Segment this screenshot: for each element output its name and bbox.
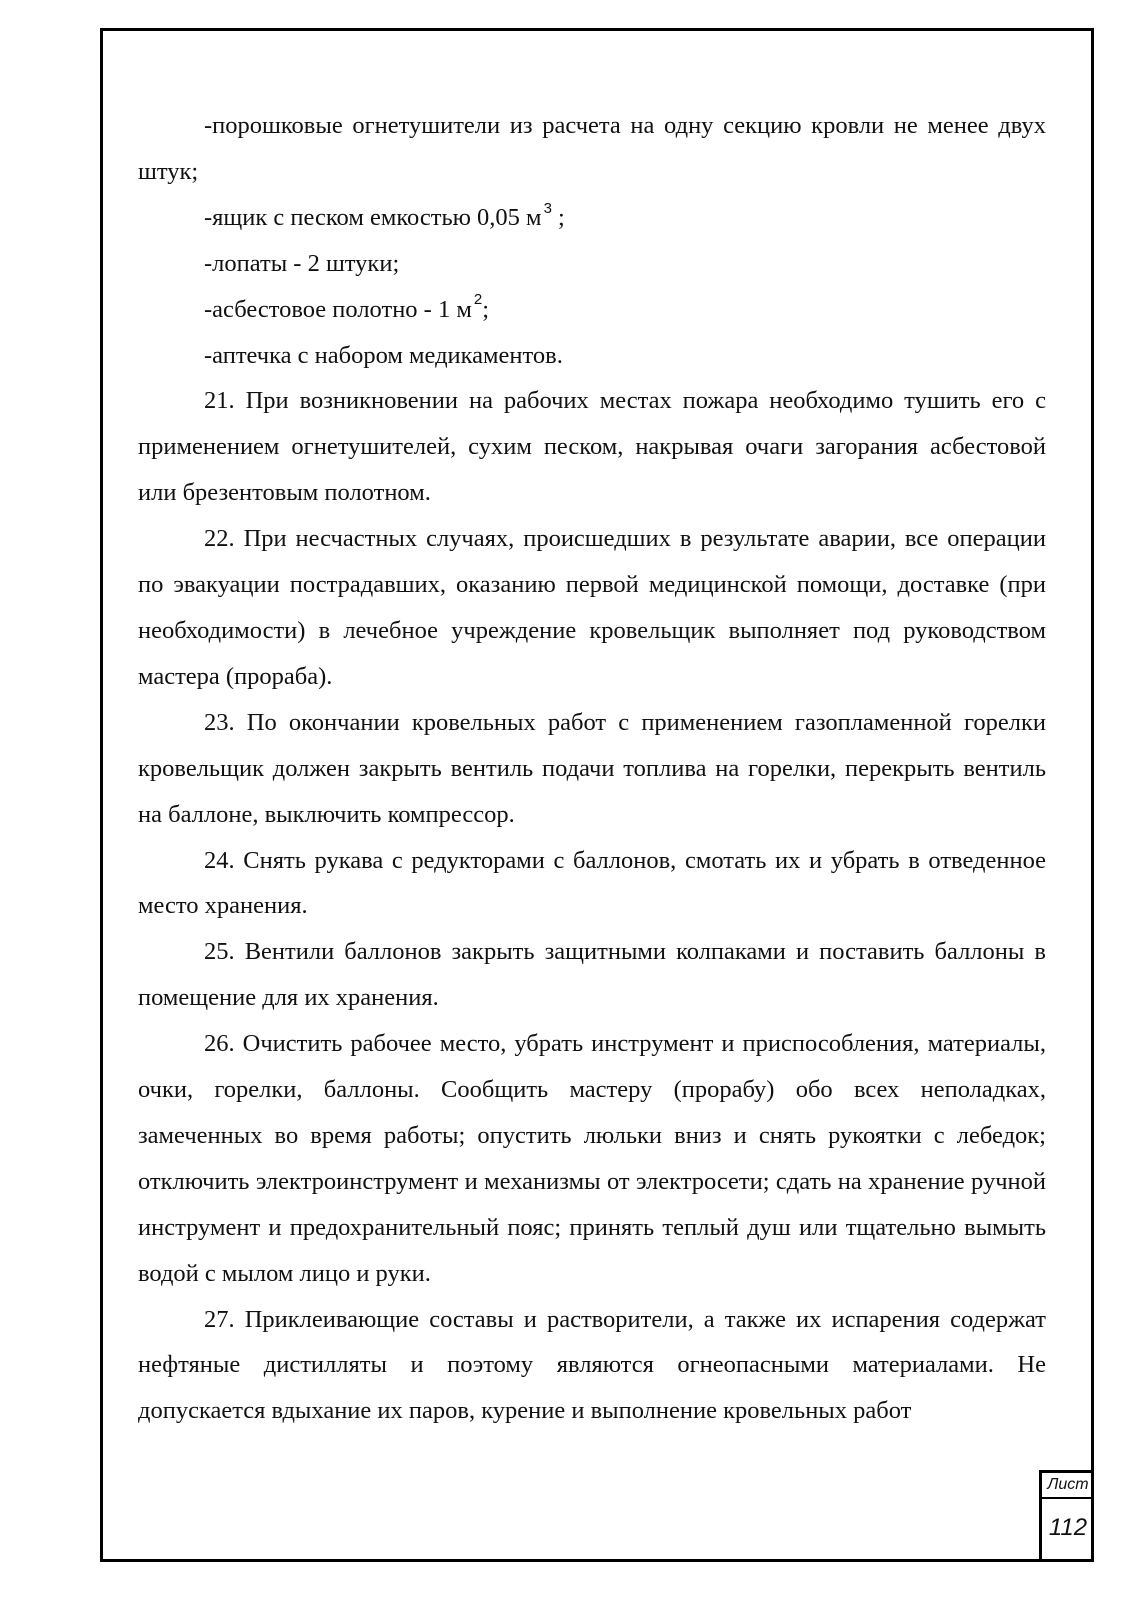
sheet-label: Лист [1042, 1473, 1094, 1499]
paragraph: 22. При несчастных случаях, происшедших в результате аварии, все операции по эвакуации пострадавших, оказанию первой медицинской помощи, доставке (при необходимости) в лечебное учреждение кровельщик выполняет под руководством мастера (прораба). [138, 525, 1046, 690]
paragraph: -лопаты - 2 штуки; [204, 249, 400, 277]
superscript: 2 [473, 291, 483, 309]
paragraph: -асбестовое полотно - 1 м $^2$; [204, 291, 489, 323]
superscript: 3 [543, 199, 552, 217]
paragraph: 21. При возникновении на рабочих местах пожара необходимо тушить его с применением огнетушителей, сухим песком, накрывая очаги загорания асбестовой или брезентовым полотном. [138, 387, 1046, 507]
document-body [138, 103, 1046, 1434]
paragraph: 25. Вентили баллонов закрыть защитными колпаками и поставить баллоны в помещение для их хранения. [138, 938, 1046, 1012]
sheet-number: 112 [1048, 1514, 1088, 1541]
paragraph: -аптечка с набором медикаментов. [204, 341, 563, 369]
sheet-stamp [1039, 1470, 1094, 1562]
paragraph: 27. Приклеивающие составы и растворители, а также их испарения содержат нефтяные дистилляты и поэтому являются огнеопасными материалами. Не допускается вдыхание их паров, курение и выполнение кровельных работ [138, 1305, 1046, 1425]
paragraph: 23. По окончании кровельных работ с применением газопламенной горелки кровельщик должен закрыть вентиль подачи топлива на горелки, перекрыть вентиль на баллоне, выключить компрессор. [138, 708, 1046, 828]
paragraph: -ящик с песком емкостью 0,05 м $^3$ ; [204, 199, 565, 231]
paragraph: -порошковые огнетушители из расчета на одну секцию кровли не менее двух штук; [138, 112, 1046, 185]
paragraph: 26. Очистить рабочее место, убрать инструмент и приспособления, материалы, очки, горелки, баллоны. Сообщить мастеру (прорабу) обо всех неполадках, замеченных во время работы; опустить люльки вниз и снять рукоятки с лебедок; отключить электроинструмент и механизмы от электросети; сдать на хранение ручной инструмент и предохранительный пояс; принять теплый душ или тщательно вымыть водой с мылом лицо и руки. [138, 1030, 1046, 1287]
paragraph: 24. Снять рукава с редукторами с баллонов, смотать их и убрать в отведенное место хранения. [138, 846, 1046, 920]
